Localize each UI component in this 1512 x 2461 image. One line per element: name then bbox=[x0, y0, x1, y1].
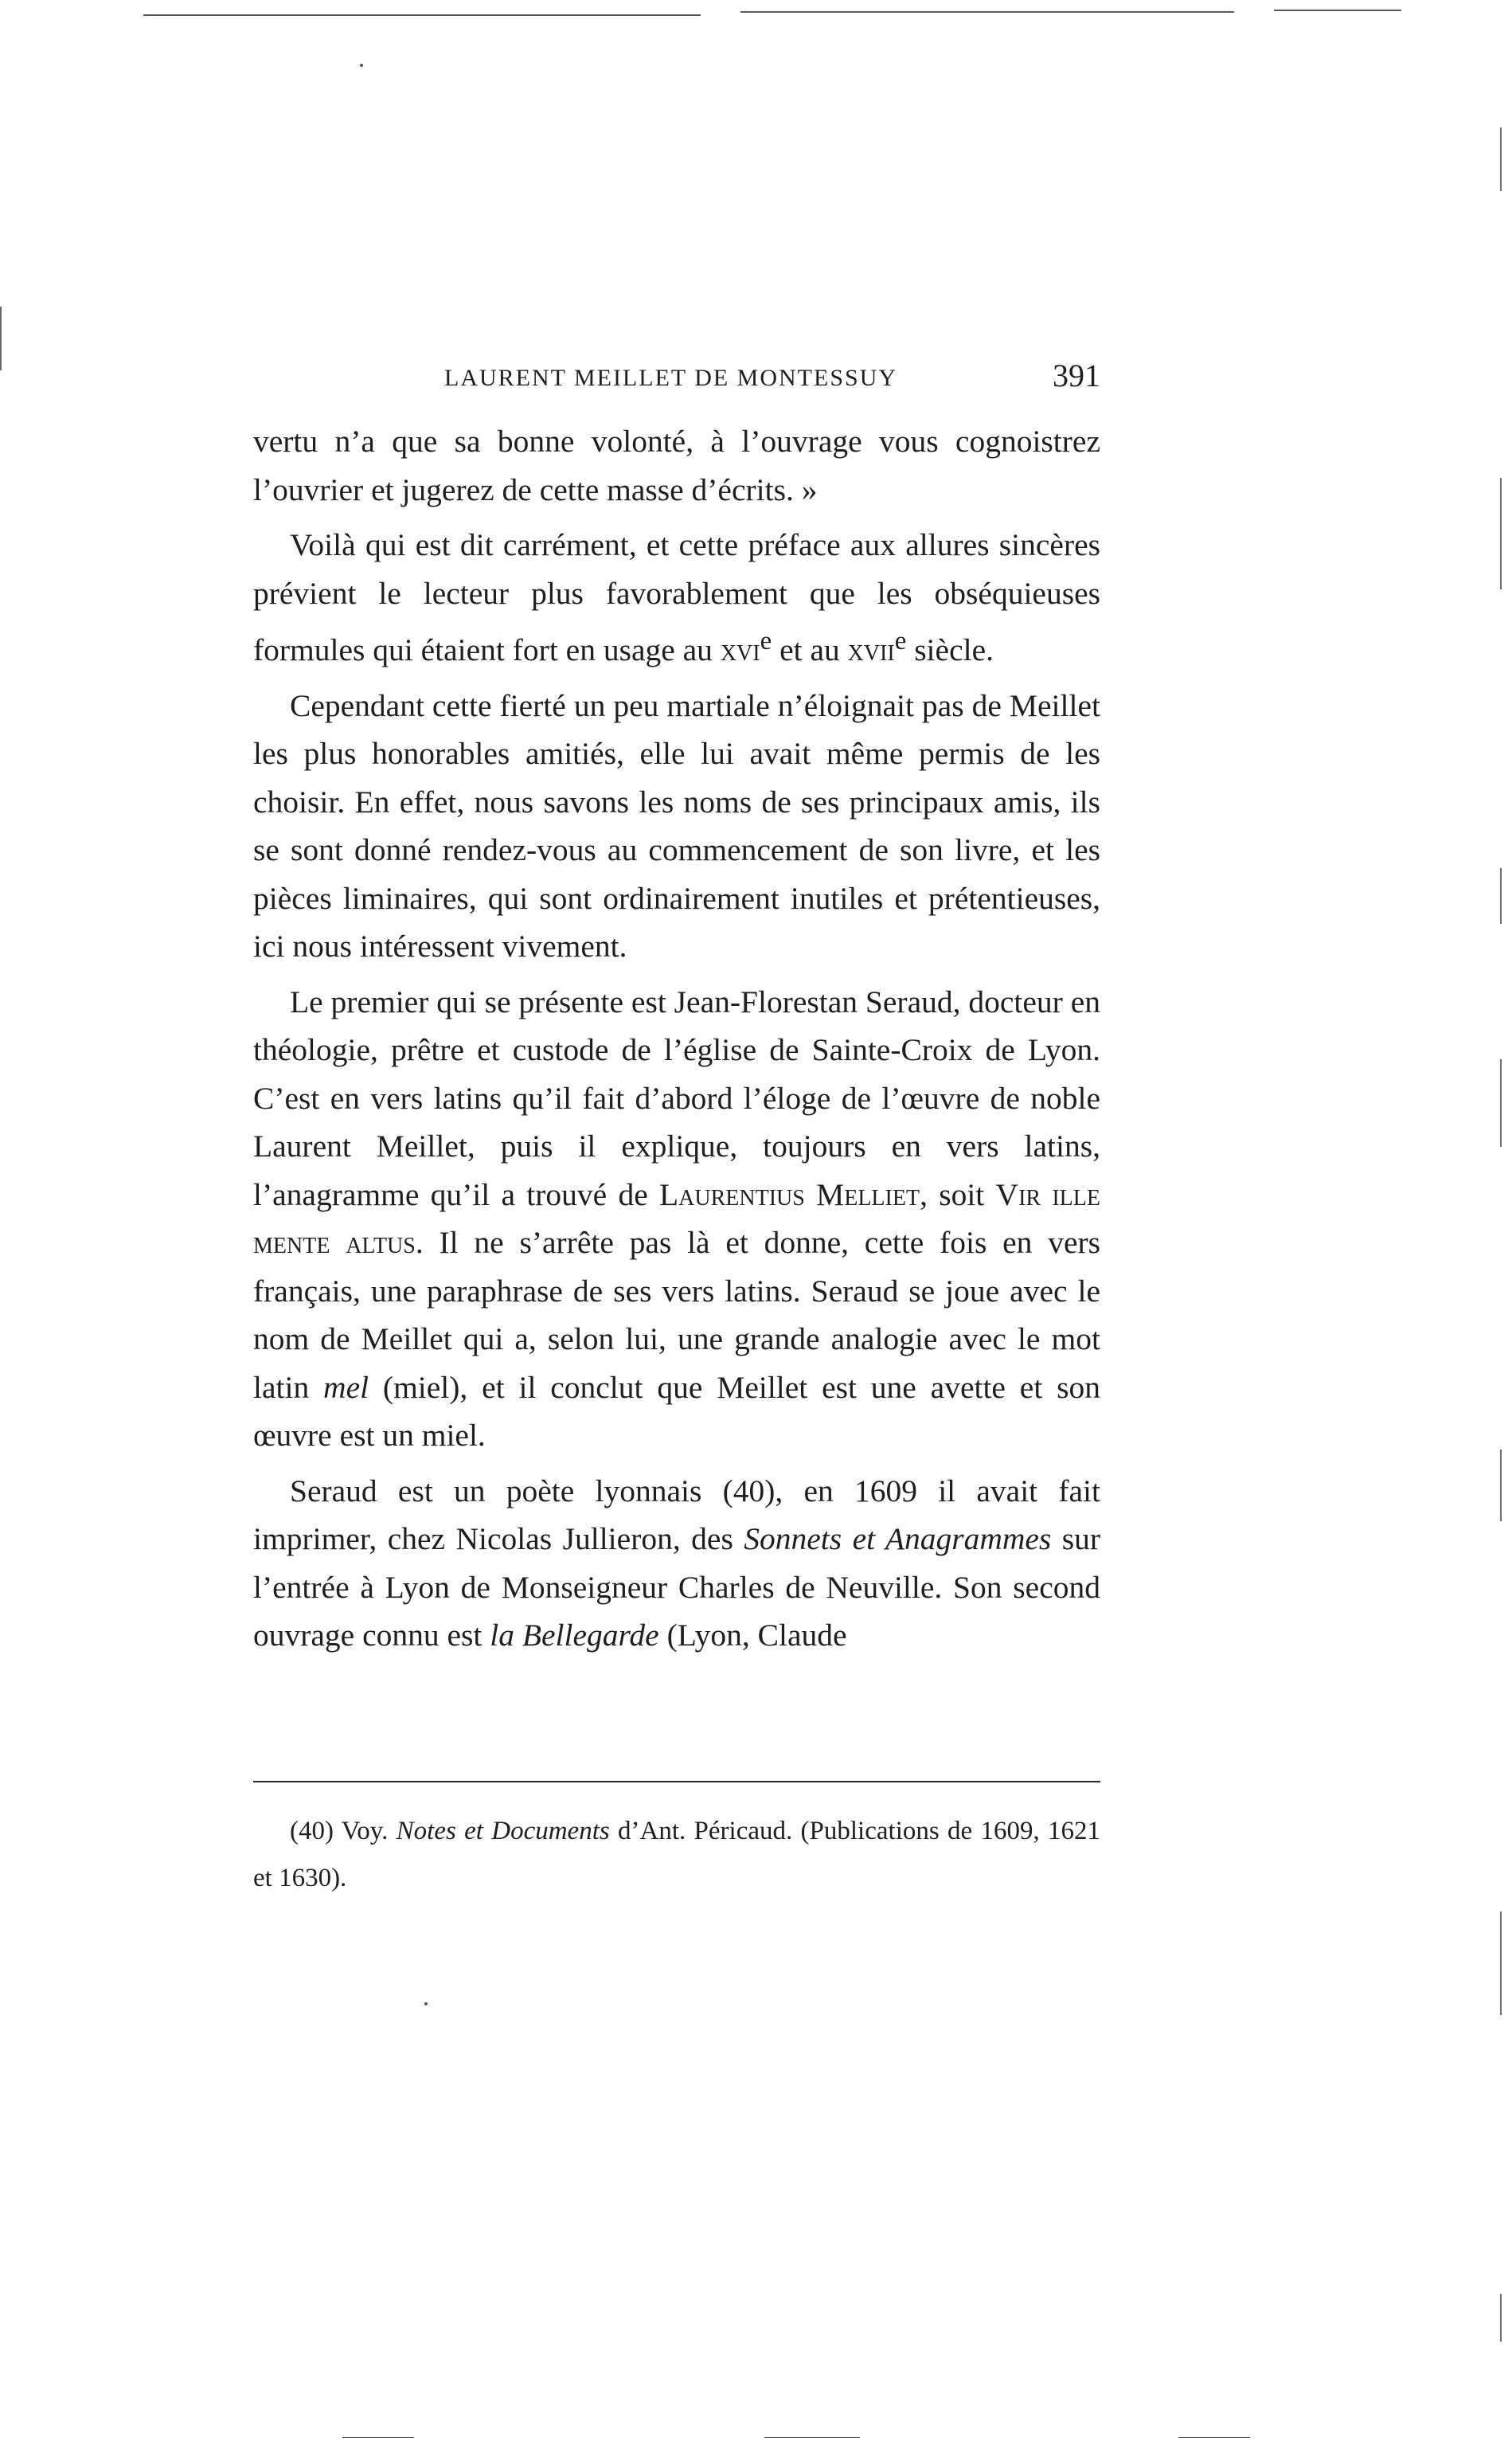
footnote bbox=[253, 1808, 1100, 1902]
century-seventeen-sup: e bbox=[894, 627, 907, 655]
paragraph-2-text-a: Voilà qui est dit carrément, et cette préface aux allures sincères prévient le lecteur plus favorablement que les obséquieuses formules qui étaient fort en usage au bbox=[253, 527, 1100, 668]
scan-right-edge-mark-4 bbox=[1500, 1059, 1502, 1147]
paragraph-5-text-a: Seraud est un poète lyonnais (40), en 1609 il avait fait imprimer, chez Nicolas Jullieron, des bbox=[253, 1473, 1100, 1557]
century-seventeen: xvii bbox=[847, 632, 895, 668]
paragraph-2-text-c: siècle. bbox=[906, 632, 994, 668]
scan-top-line-3 bbox=[1274, 10, 1401, 11]
running-title: LAURENT MEILLET DE MONTESSUY bbox=[444, 365, 898, 391]
scan-right-edge-mark-7 bbox=[1500, 2294, 1502, 2342]
century-sixteen: xvi bbox=[720, 632, 760, 668]
footnote-text-b: d’Ant. Péricaud. (Publications de 1609, 1621 et 1630). bbox=[253, 1817, 1100, 1892]
paragraph-4-text-a: Le premier qui se présente est Jean-Florestan Seraud, docteur en théologie, prêtre et custode de l’église de Sainte-Croix de Lyon. C’est en vers latins qu’il fait d’abord l’éloge de l’œuvre de noble Laurent Meillet, puis il explique, toujours en vers latins, l’anagramme qu’il a trouvé de bbox=[253, 984, 1100, 1212]
paragraph-5 bbox=[253, 1467, 1100, 1660]
scan-right-edge-mark-1 bbox=[1500, 127, 1502, 191]
scan-bottom-line-2 bbox=[764, 2437, 860, 2438]
book-title-sonnets: Sonnets et Anagrammes bbox=[744, 1521, 1052, 1557]
anagram: Vir ille mente altus bbox=[253, 1176, 1100, 1261]
scan-left-edge-mark bbox=[0, 307, 2, 370]
paragraph-5-text-c: (Lyon, Claude bbox=[658, 1618, 847, 1653]
footnote-text-a: (40) Voy. bbox=[290, 1817, 397, 1845]
scan-speck-1 bbox=[360, 64, 363, 67]
scan-bottom-line-3 bbox=[1178, 2437, 1250, 2438]
scan-bottom-line-1 bbox=[342, 2437, 414, 2438]
century-sixteen-sup: e bbox=[760, 627, 772, 655]
scan-right-edge-mark-6 bbox=[1500, 1911, 1502, 2015]
paragraph-3-text: Cependant cette fierté un peu martiale n’éloignait pas de Meillet les plus honorables amitiés, elle lui avait même permis de les choisir. En effet, nous savons les noms de ses principaux amis, ils se sont donné rendez-vous au commencement de son livre, et les pièces liminaires, qui sont ordinairement inutiles et prétentieuses, ici nous intéressent vivement. bbox=[253, 687, 1100, 964]
paragraph-5-text-b: sur l’entrée à Lyon de Monseigneur Charles de Neuville. Son second ouvrage connu est bbox=[253, 1521, 1100, 1653]
book-title-bellegarde: la Bellegarde bbox=[490, 1618, 659, 1653]
latin-name: Laurentius Melliet bbox=[659, 1176, 920, 1212]
footnote-book-title: Notes et Documents bbox=[396, 1817, 610, 1845]
paragraph-4-text-b: , soit bbox=[920, 1176, 996, 1212]
footnote-rule bbox=[253, 1781, 1100, 1782]
scan-right-edge-mark-2 bbox=[1500, 478, 1502, 589]
scan-right-edge-mark-3 bbox=[1500, 868, 1502, 924]
paragraph-3 bbox=[253, 682, 1100, 971]
paragraph-2-text-b: et au bbox=[772, 632, 848, 668]
scan-top-line-1 bbox=[143, 14, 701, 16]
paragraph-1 bbox=[253, 417, 1100, 514]
paragraph-4-text-d: (miel), et il conclut que Meillet est une avette et son œuvre est un miel. bbox=[253, 1369, 1100, 1454]
paragraph-2 bbox=[253, 521, 1100, 675]
scan-right-edge-mark-5 bbox=[1500, 1450, 1502, 1521]
scan-top-line-2 bbox=[740, 11, 1234, 13]
page-number: 391 bbox=[1053, 358, 1100, 393]
running-head bbox=[253, 355, 1100, 400]
paragraph-4-text-c: . Il ne s’arrête pas là et donne, cette fois en vers français, une paraphrase de ses vers latins. Seraud se joue avec le nom de Meillet qui a, selon lui, une grande analogie avec le mot latin bbox=[253, 1225, 1100, 1405]
body-text bbox=[253, 417, 1100, 1667]
latin-word-mel: mel bbox=[323, 1369, 369, 1405]
paragraph-1-text: vertu n’a que sa bonne volonté, à l’ouvrage vous cognoistrez l’ouvrier et jugerez de cette masse d’écrits. » bbox=[253, 424, 1100, 507]
paragraph-4 bbox=[253, 978, 1100, 1460]
scan-speck-2 bbox=[424, 2002, 428, 2005]
